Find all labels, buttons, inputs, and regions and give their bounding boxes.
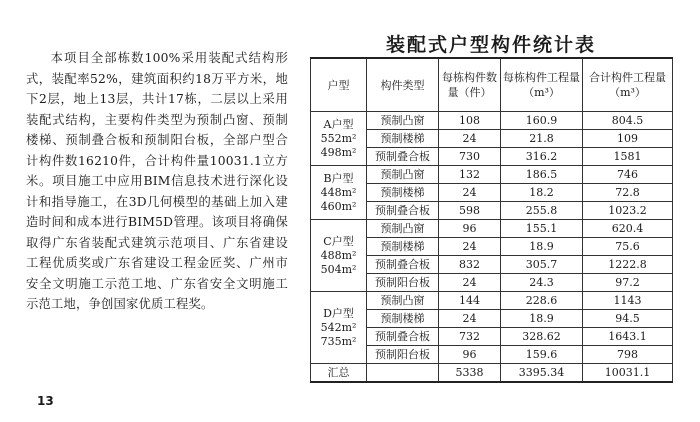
cell-count: 24 — [439, 238, 501, 256]
cell-count: 732 — [439, 328, 501, 346]
cell-component: 预制叠合板 — [367, 148, 439, 166]
header-per-building: 每栋构件工程量（m³） — [501, 58, 583, 112]
cell-per-building: 21.8 — [501, 130, 583, 148]
cell-component: 预制凸窗 — [367, 112, 439, 130]
total-total: 10031.1 — [583, 364, 673, 383]
type-area: 488m² — [320, 248, 357, 262]
cell-count: 24 — [439, 310, 501, 328]
type-area: 552m² — [320, 131, 357, 145]
cell-total: 75.6 — [583, 238, 673, 256]
cell-count: 144 — [439, 292, 501, 310]
cell-per-building: 160.9 — [501, 112, 583, 130]
cell-per-building: 155.1 — [501, 220, 583, 238]
cell-total: 72.8 — [583, 184, 673, 202]
cell-total: 798 — [583, 346, 673, 364]
cell-total: 97.2 — [583, 274, 673, 292]
cell-component: 预制楼梯 — [367, 310, 439, 328]
type-area: 460m² — [320, 199, 357, 213]
cell-per-building: 228.6 — [501, 292, 583, 310]
cell-component: 预制凸窗 — [367, 220, 439, 238]
cell-per-building: 305.7 — [501, 256, 583, 274]
total-component — [367, 364, 439, 383]
cell-count: 24 — [439, 184, 501, 202]
cell-per-building: 24.3 — [501, 274, 583, 292]
cell-count: 108 — [439, 112, 501, 130]
cell-component: 预制叠合板 — [367, 328, 439, 346]
cell-component: 预制凸窗 — [367, 166, 439, 184]
cell-count: 24 — [439, 274, 501, 292]
cell-count: 96 — [439, 220, 501, 238]
total-per-building: 3395.34 — [501, 364, 583, 383]
cell-per-building: 186.5 — [501, 166, 583, 184]
table-header-row — [311, 58, 673, 112]
cell-total: 620.4 — [583, 220, 673, 238]
cell-per-building: 255.8 — [501, 202, 583, 220]
type-cell-a — [311, 112, 367, 166]
cell-per-building: 18.9 — [501, 238, 583, 256]
type-area: 542m² — [320, 320, 357, 334]
cell-count: 96 — [439, 346, 501, 364]
page-number: 13 — [37, 394, 54, 408]
type-cell-d — [311, 292, 367, 364]
type-area: 735m² — [320, 334, 357, 348]
cell-total: 804.5 — [583, 112, 673, 130]
type-area: 504m² — [320, 262, 357, 276]
table-title: 装配式户型构件统计表 — [385, 34, 596, 56]
type-cell-c — [311, 220, 367, 292]
cell-per-building: 159.6 — [501, 346, 583, 364]
cell-per-building: 316.2 — [501, 148, 583, 166]
cell-total: 1643.1 — [583, 328, 673, 346]
header-total: 合计构件工程量（m³） — [583, 58, 673, 112]
table-row — [311, 292, 673, 310]
cell-component: 预制楼梯 — [367, 238, 439, 256]
cell-total: 1023.2 — [583, 202, 673, 220]
cell-total: 746 — [583, 166, 673, 184]
cell-total: 94.5 — [583, 310, 673, 328]
total-row — [311, 364, 673, 383]
component-stats-table — [310, 57, 673, 383]
cell-total: 1143 — [583, 292, 673, 310]
table-row — [311, 166, 673, 184]
cell-per-building: 18.2 — [501, 184, 583, 202]
cell-per-building: 18.9 — [501, 310, 583, 328]
total-label: 汇总 — [311, 364, 367, 383]
cell-count: 132 — [439, 166, 501, 184]
type-name: B户型 — [323, 171, 354, 185]
header-component: 构件类型 — [367, 58, 439, 112]
cell-total: 1222.8 — [583, 256, 673, 274]
cell-total: 1581 — [583, 148, 673, 166]
cell-per-building: 328.62 — [501, 328, 583, 346]
header-type: 户型 — [311, 58, 367, 112]
cell-component: 预制楼梯 — [367, 130, 439, 148]
cell-component: 预制楼梯 — [367, 184, 439, 202]
cell-count: 730 — [439, 148, 501, 166]
type-name: C户型 — [323, 234, 354, 248]
type-cell-b — [311, 166, 367, 220]
intro-paragraph: 本项目全部栋数100%采用装配式结构形式，装配率52%，建筑面积约18万平方米，地下2层，地上13层，共计17栋，二层以上采用装配式结构，主要构件类型为预制凸窗、预制楼梯、预制叠合板和预制阳台板，全部户型合计构件数16210件，合计构件量10031.1立方米。项目施工中应用BIM信息技术进行深化设计和指导施工，在3D几何模型的基础上加入建造时间和成本进行BIM5D管理。该项目将确保取得广东省装配式建筑示范项目、广东省建设工程优质奖或广东省建设工程金匠奖、广州市安全文明施工示范工地、广东省安全文明施工示范工地，争创国家优质工程奖。 — [26, 51, 288, 311]
cell-component: 预制凸窗 — [367, 292, 439, 310]
cell-count: 24 — [439, 130, 501, 148]
cell-component: 预制叠合板 — [367, 256, 439, 274]
cell-component: 预制阳台板 — [367, 346, 439, 364]
cell-total: 109 — [583, 130, 673, 148]
cell-component: 预制叠合板 — [367, 202, 439, 220]
type-name: A户型 — [323, 117, 354, 131]
cell-component: 预制阳台板 — [367, 274, 439, 292]
table-row — [311, 112, 673, 130]
cell-count: 832 — [439, 256, 501, 274]
cell-count: 598 — [439, 202, 501, 220]
header-count: 每栋构件数量（件） — [439, 58, 501, 112]
type-name: D户型 — [323, 306, 354, 320]
table-row — [311, 220, 673, 238]
type-area: 498m² — [320, 145, 357, 159]
total-count: 5338 — [439, 364, 501, 383]
type-area: 448m² — [320, 185, 357, 199]
